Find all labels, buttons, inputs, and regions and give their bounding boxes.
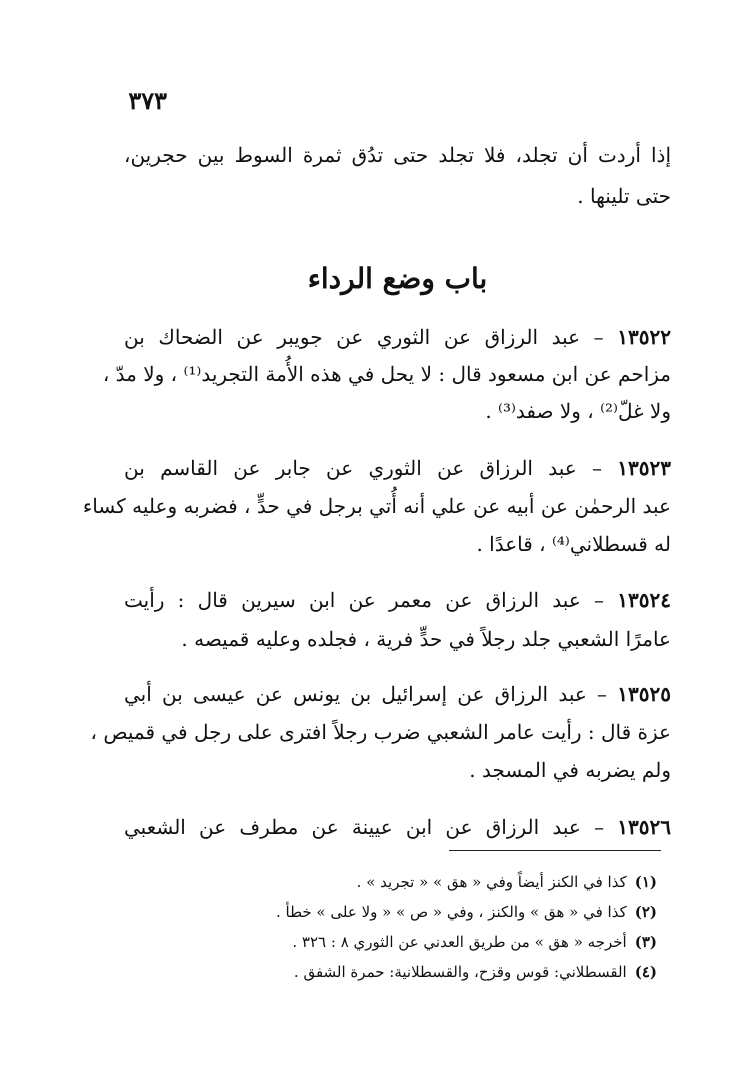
entry-number: ١٣٥٢٤ <box>617 588 672 612</box>
entry-text: – عبد الرزاق عن الثوري عن جويبر عن الضحاك بن <box>124 325 604 349</box>
footnote-text: كذا في « هق » والكنز ، وفي « ص » « ولا على » خطأ . <box>275 903 627 921</box>
entry-text: – عبد الرزاق عن إسرائيل بن يونس عن عيسى بن أبي <box>124 682 608 706</box>
entry-text: – عبد الرزاق عن الثوري عن جابر عن القاسم بن <box>124 456 602 480</box>
entry-13525-line-3: ولم يضربه في المسجد . <box>469 758 671 782</box>
section-heading: باب وضع الرداء <box>307 262 488 295</box>
intro-line-2: حتى تلينها . <box>577 184 671 208</box>
entry-13524-line-2: عامرًا الشعبي جلد رجلاً في حدٍّ فرية ، فجلده وعليه قميصه . <box>181 627 671 651</box>
footnote-2 <box>276 903 657 921</box>
entry-number: ١٣٥٢٦ <box>617 815 672 839</box>
entry-13522-line-3: ولا غلّ⁽²⁾ ، ولا صفد⁽³⁾ . <box>485 399 671 423</box>
footnote-number: (٢) <box>634 903 657 921</box>
entry-13524-line-1 <box>124 588 671 612</box>
footnote-number: (٤) <box>634 963 657 981</box>
entry-13525-line-2: عزة قال : رأيت عامر الشعبي ضرب رجلاً افترى على رجل في قميص ، <box>90 720 671 744</box>
entry-number: ١٣٥٢٥ <box>617 682 672 706</box>
entry-13522-line-1 <box>124 325 671 349</box>
footnote-text: القسطلاني: قوس وقزح، والقسطلانية: حمرة الشفق . <box>293 963 627 981</box>
entry-13523-line-1 <box>124 456 671 480</box>
entry-13526-line-1 <box>124 815 671 839</box>
footnote-text: كذا في الكنز أيضاً وفي « هق » « تجريد » . <box>356 873 627 891</box>
entry-13523-line-3: له قسطلاني⁽⁴⁾ ، قاعدًا . <box>476 532 671 556</box>
footnote-text: أخرجه « هق » من طريق العدني عن الثوري ٨ : ٣٢٦ . <box>292 933 627 951</box>
entry-13523-line-2: عبد الرحمٰن عن أبيه عن علي أنه أُتي برجل في حدٍّ ، فضربه وعليه كساء <box>82 494 671 518</box>
entry-13522-line-2: مزاحم عن ابن مسعود قال : لا يحل في هذه الأُمة التجريد⁽¹⁾ ، ولا مدّ ، <box>102 362 671 386</box>
footnote-4 <box>294 963 657 981</box>
intro-line-1: إذا أردت أن تجلد، فلا تجلد حتى تدُق ثمرة السوط بين حجرين، <box>124 143 671 167</box>
entry-number: ١٣٥٢٣ <box>617 456 671 480</box>
entry-13525-line-1 <box>124 682 671 706</box>
footnote-number: (٣) <box>634 933 657 951</box>
entry-number: ١٣٥٢٢ <box>617 325 672 349</box>
footnote-3 <box>292 933 657 951</box>
page-number: ٣٧٣ <box>128 86 167 115</box>
entry-text: – عبد الرزاق عن معمر عن ابن سيرين قال : رأيت <box>124 588 605 612</box>
footnote-1 <box>357 873 657 891</box>
footnote-number: (١) <box>634 873 657 891</box>
entry-text: – عبد الرزاق عن ابن عيينة عن مطرف عن الشعبي <box>124 815 605 839</box>
footnote-separator <box>449 850 661 851</box>
